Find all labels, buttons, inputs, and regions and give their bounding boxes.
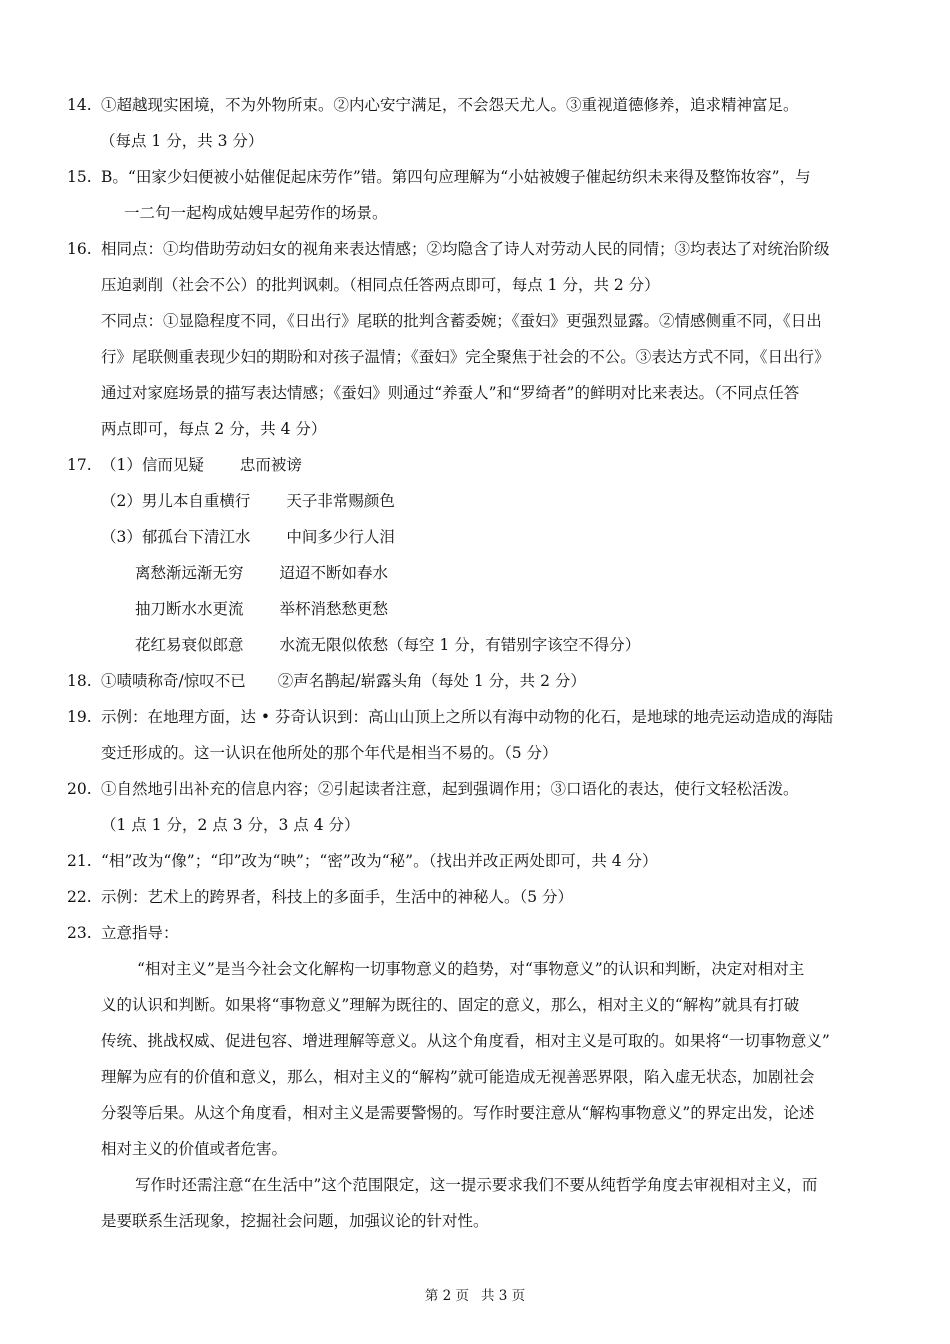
q22-line-1 <box>67 887 573 907</box>
q18-text-a: ①啧啧称奇/惊叹不已 <box>101 672 246 690</box>
q17-row-2-a: 男儿本自重横行 <box>141 492 251 510</box>
q14-line-1 <box>67 95 799 115</box>
q19-number: 19. <box>67 708 92 726</box>
q17-row-2-label: （2） <box>101 492 142 510</box>
q15-text-2: 一二句一起构成姑嫂早起劳作的场景。 <box>124 204 388 222</box>
q23-number: 23. <box>67 924 92 942</box>
q19-text-2: 变迁形成的。这一认识在他所处的那个年代是相当不易的。（5 分） <box>101 744 558 762</box>
q17-row-4 <box>135 563 388 583</box>
q16-text-4: 行》尾联侧重表现少妇的期盼和对孩子温情；《蚕妇》完全聚焦于社会的不公。③表达方式不同，《日出行》 <box>101 348 830 366</box>
q17-row-5-b: 举杯消愁愁更愁 <box>279 600 389 618</box>
q21-line-1 <box>67 851 658 871</box>
q16-text-2: 压迫剥削（社会不公）的批判讽刺。（相同点任答两点即可，每点 1 分，共 2 分） <box>101 276 660 294</box>
q21-text-1: “相”改为“像”；“印”改为“映”；“密”改为“秘”。（找出并改正两处即可，共 4 分） <box>101 852 658 870</box>
q23-para1-line-4: 理解为应有的价值和意义，那么，相对主义的“解构”就可能造成无视善恶界限，陷入虚无状态，加剧社会 <box>101 1068 815 1086</box>
q17-row-6-a: 花红易衰似郎意 <box>135 636 244 654</box>
q22-text-1: 示例：艺术上的跨界者，科技上的多面手，生活中的神秘人。（5 分） <box>101 888 574 906</box>
q23-para1-line-1: “相对主义”是当今社会文化解构一切事物意义的趋势，对“事物意义”的认识和判断，决定对相对主 <box>137 960 805 978</box>
q14-text-1: ①超越现实困境，不为外物所束。②内心安宁满足，不会怨天尤人。③重视道德修养，追求精神富足。 <box>101 96 799 114</box>
q16-text-1: 相同点：①均借助劳动妇女的视角来表达情感；②均隐含了诗人对劳动人民的同情；③均表达了对统治阶级 <box>101 240 830 258</box>
q16-text-5: 通过对家庭场景的描写表达情感；《蚕妇》则通过“养蚕人”和“罗绮者”的鲜明对比来表达。（不同点任答 <box>101 384 800 402</box>
q19-line-1 <box>67 707 833 727</box>
q17-row-5-a: 抽刀断水水更流 <box>135 600 244 618</box>
q17-row-3 <box>101 527 395 547</box>
q21-number: 21. <box>67 852 92 870</box>
q17-row-3-label: （3） <box>101 528 142 546</box>
q17-row-6-b: 水流无限似侬愁 <box>279 636 389 654</box>
q23-para2-line-2: 是要联系生活现象，挖掘社会问题，加强议论的针对性。 <box>101 1212 489 1230</box>
q23-para1-line-6: 相对主义的价值或者危害。 <box>101 1140 288 1158</box>
q23-heading: 立意指导： <box>101 924 179 942</box>
q17-row-3-b: 中间多少行人泪 <box>286 528 395 546</box>
q18-line <box>67 671 586 691</box>
q17-row-2 <box>101 491 395 511</box>
q16-text-3: 不同点：①显隐程度不同，《日出行》尾联的批判含蓄委婉；《蚕妇》更强烈显露。②情感侧重不同，《日出 <box>101 312 822 330</box>
page-footer <box>0 1287 950 1305</box>
q15-text-1: B。“田家少妇便被小姑催促起床劳作”错。第四句应理解为“小姑被嫂子催起纺织未来得及整饰妆容”，与 <box>101 168 811 186</box>
q18-number: 18. <box>67 672 92 690</box>
q17-row-4-a: 离愁渐远渐无穷 <box>135 564 244 582</box>
q17-row-2-b: 天子非常赐颜色 <box>286 492 395 510</box>
q23-para2-line-1: 写作时还需注意“在生活中”这个范围限定，这一提示要求我们不要从纯哲学角度去审视相对主义，而 <box>135 1176 818 1194</box>
q22-number: 22. <box>67 888 92 906</box>
q16-text-6: 两点即可，每点 2 分，共 4 分） <box>101 420 327 438</box>
q15-line-1 <box>67 167 811 187</box>
q18-text-b: ②声名鹊起/崭露头角（每处 1 分，共 2 分） <box>277 672 586 690</box>
q20-line-1 <box>67 779 799 799</box>
q23-para1-line-2: 义的认识和判断。如果将“事物意义”理解为既往的、固定的意义，那么，相对主义的“解构”就具有打破 <box>101 996 800 1014</box>
q17-row-1-label: （1） <box>101 456 142 474</box>
q20-number: 20. <box>67 780 92 798</box>
q17-row-1-a: 信而见疑 <box>141 456 204 474</box>
q17-row-3-a: 郁孤台下清江水 <box>141 528 251 546</box>
q20-text-1: ①自然地引出补充的信息内容；②引起读者注意，起到强调作用；③口语化的表达，使行文轻松活泼。 <box>101 780 799 798</box>
footer-page-number: 第 2 页 <box>424 1288 469 1304</box>
q16-number: 16. <box>67 240 92 258</box>
q20-text-2: （1 点 1 分，2 点 3 分，3 点 4 分） <box>101 816 360 834</box>
q23-line-1 <box>67 923 179 943</box>
q23-para1-line-5: 分裂等后果。从这个角度看，相对主义是需要警惕的。写作时要注意从“解构事物意义”的界定出发，论述 <box>101 1104 815 1122</box>
q19-text-1: 示例：在地理方面，达 • 芬奇认识到：高山山顶上之所以有海中动物的化石，是地球的地壳运动造成的海陆 <box>101 708 834 726</box>
q14-number: 14. <box>67 96 92 114</box>
q17-row-1-b: 忠而被谤 <box>239 456 302 474</box>
q17-number: 17. <box>67 456 92 474</box>
q17-row-4-b: 迢迢不断如春水 <box>279 564 389 582</box>
footer-total-pages: 共 3 页 <box>481 1288 526 1304</box>
q17-row-6 <box>135 635 640 655</box>
q14-text-2: （每点 1 分，共 3 分） <box>100 132 264 150</box>
q23-para1-line-3: 传统、挑战权威、促进包容、增进理解等意义。从这个角度看，相对主义是可取的。如果将“一切事物意义” <box>101 1032 830 1050</box>
q15-number: 15. <box>67 168 92 186</box>
q17-row-6-note: （每空 1 分，有错别字该空不得分） <box>388 636 641 654</box>
q17-row-1 <box>67 455 302 475</box>
q16-line-1 <box>67 239 830 259</box>
q17-row-5 <box>135 599 388 619</box>
